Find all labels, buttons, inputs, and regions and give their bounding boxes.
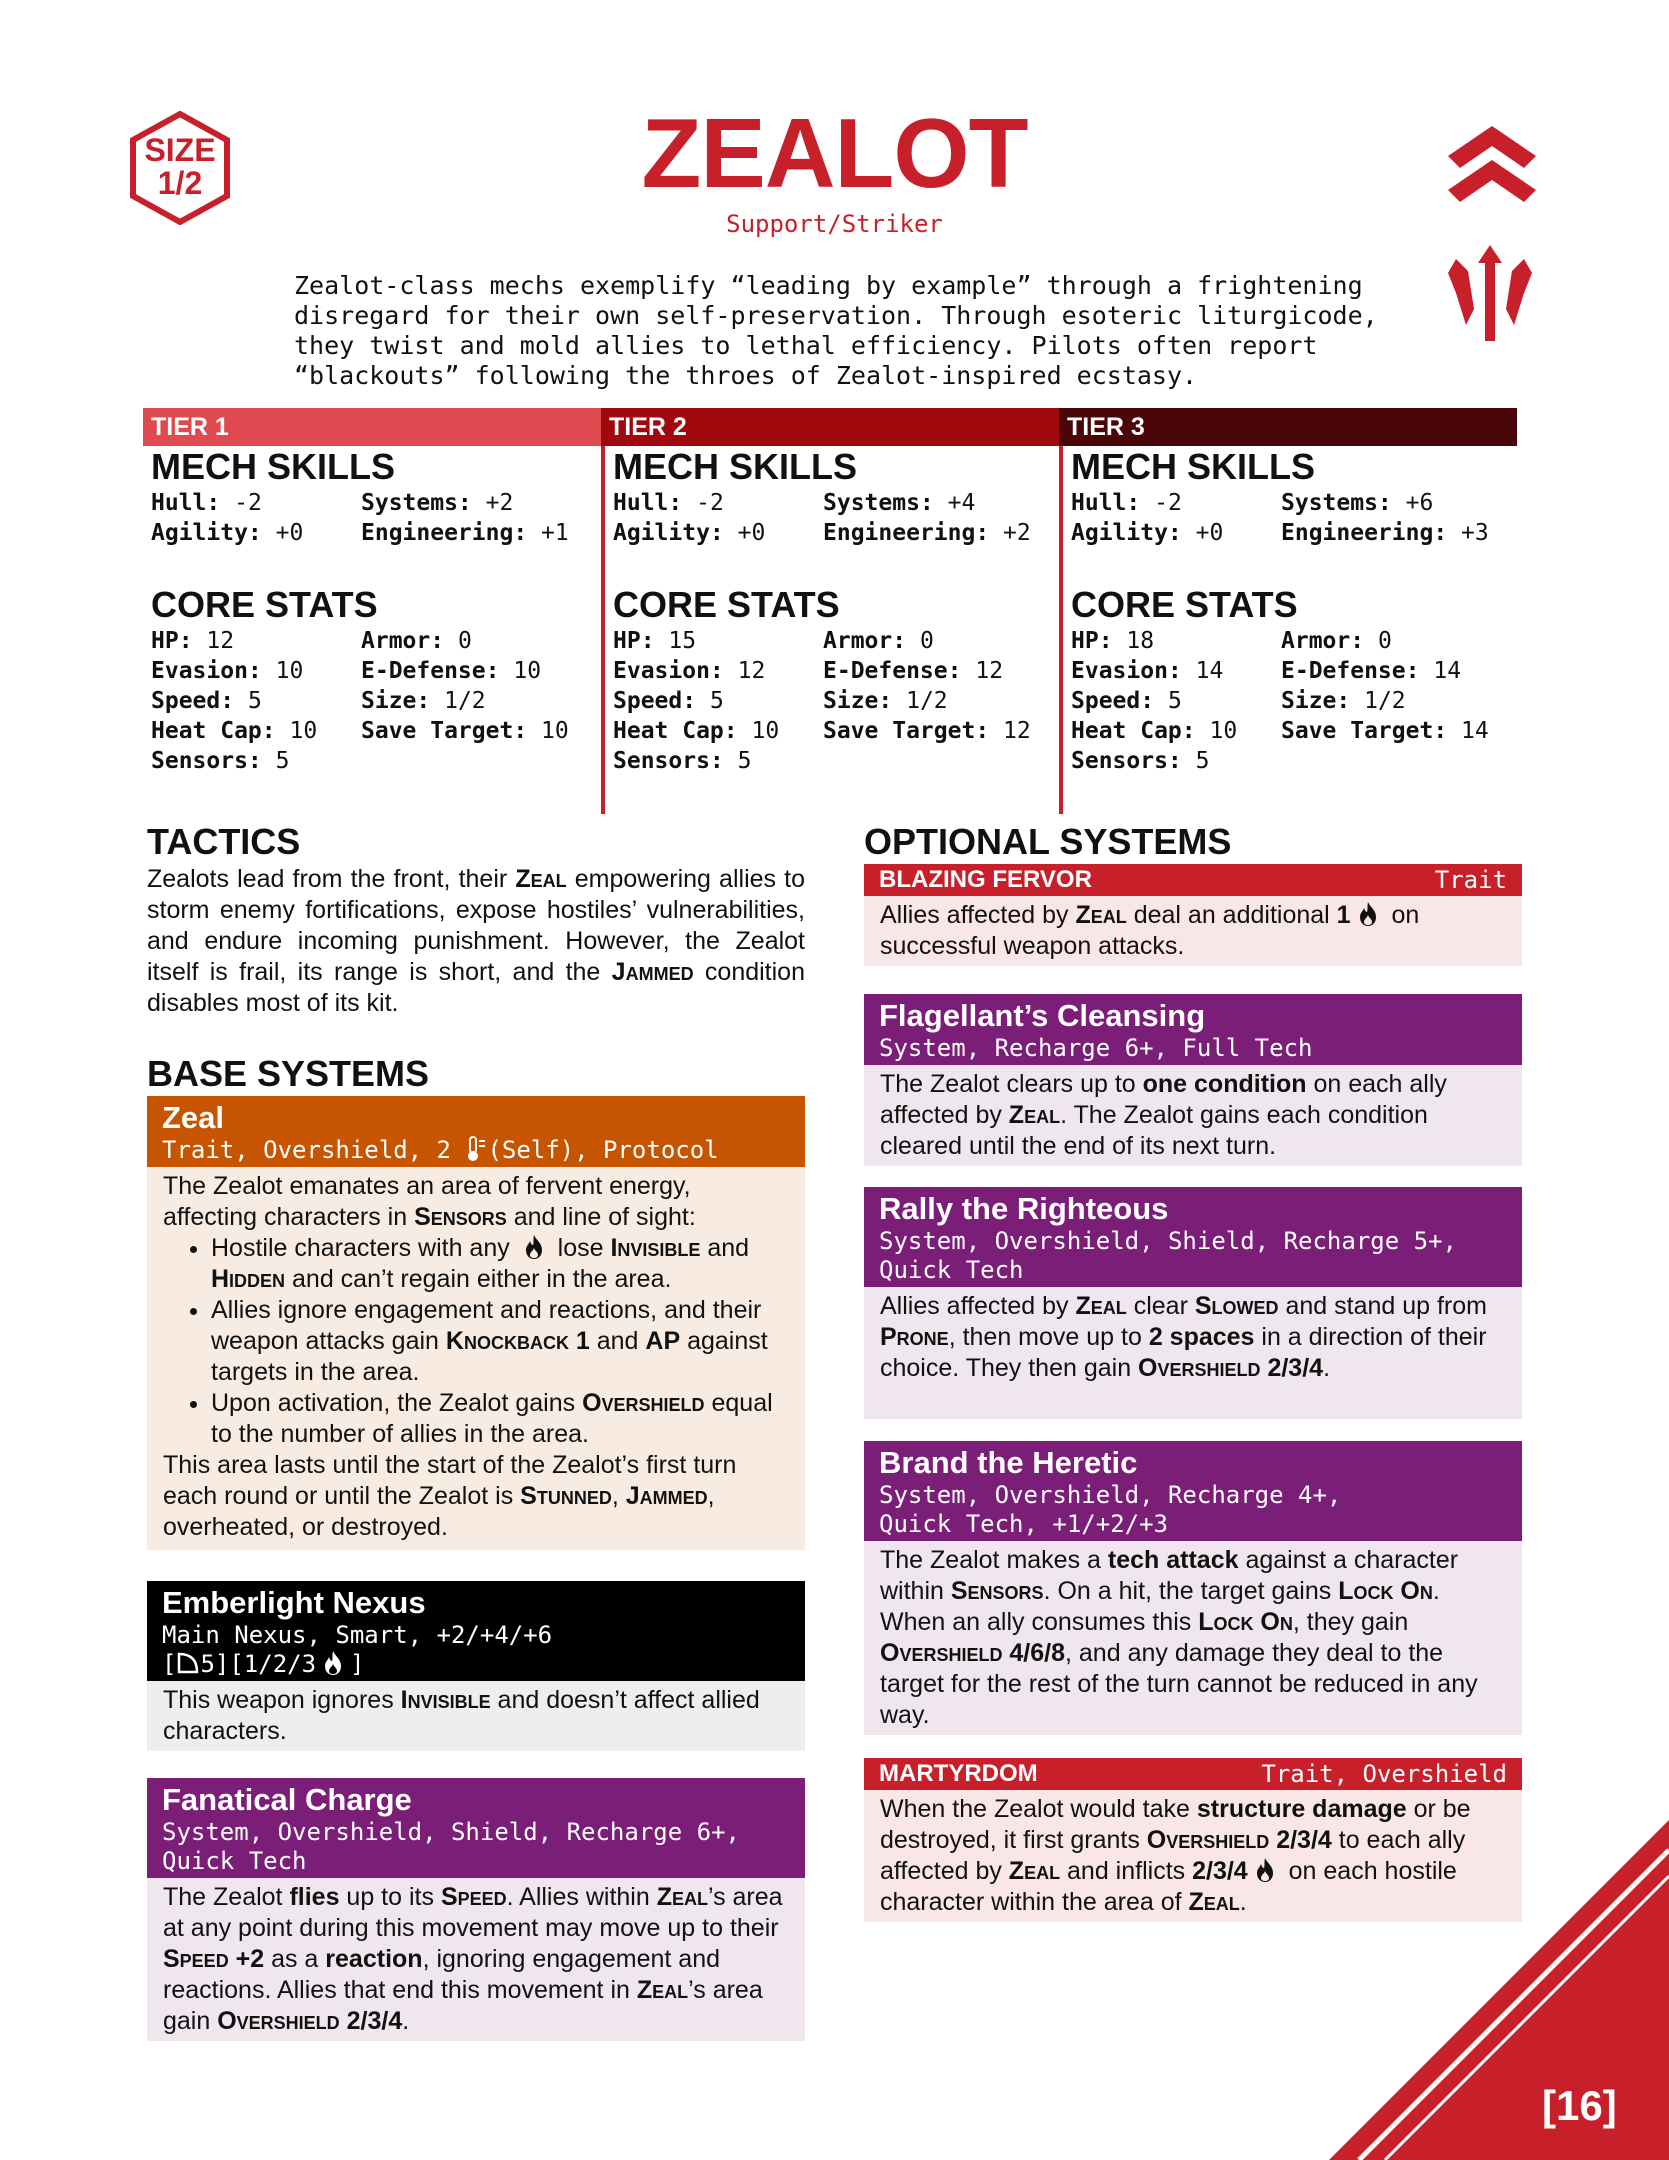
tactics-title: TACTICS: [147, 821, 301, 862]
mech-skills-heading: MECH SKILLS: [1071, 446, 1316, 487]
stat-hp: HP: 12: [151, 628, 235, 654]
tier-header: TIER 3: [1059, 408, 1517, 446]
stat-heatcap: Heat Cap: 10: [613, 718, 780, 744]
blazing-fervor-card: [864, 864, 1522, 966]
flagellant-card-body: The Zealot clears up to one condition on each ally affected by Zeal. The Zealot gains each condition cleared until the end of its next turn.: [864, 1065, 1522, 1166]
brand-card-body: The Zealot makes a tech attack against a character within Sensors. On a hit, the target gains Lock On. When an ally consumes this Lock On, they gain Overshield 4/6/8, and any damage they deal to the target for the rest of the turn cannot be reduced in any way.: [864, 1541, 1522, 1735]
page-number: [16]: [1542, 2082, 1617, 2129]
mech-skills-grid: [1071, 488, 1517, 548]
core-stats-heading: CORE STATS: [1071, 584, 1298, 625]
page-title: ZEALOT: [641, 98, 1028, 208]
emberlight-card-body: This weapon ignores Invisible and doesn’t affect allied characters.: [147, 1681, 805, 1751]
heat-thermometer-icon: [465, 1136, 487, 1162]
brand-name: Brand the Heretic: [879, 1445, 1138, 1480]
stat-speed: Speed: 5: [1071, 688, 1182, 714]
martyrdom-card-body: When the Zealot would take structure damage or be destroyed, it first grants Overshield 2/3/4 to each ally affected by Zeal and inflicts 2/3/4 on each hostile character within the area of Zeal.: [864, 1790, 1522, 1922]
fanatical-name: Fanatical Charge: [162, 1782, 412, 1817]
stat-save: Save Target: 12: [823, 718, 1031, 744]
flagellant-card-header: [864, 994, 1522, 1065]
zeal-tags: Trait, Overshield, 2 (Self), Protocol: [162, 1136, 719, 1164]
stat-hull: Hull: -2: [1071, 490, 1182, 516]
base-systems-title: BASE SYSTEMS: [147, 1053, 430, 1094]
stat-systems: Systems: +4: [823, 490, 976, 516]
brand-card: [864, 1441, 1522, 1735]
tactics-text: Zealots lead from the front, their Zeal empowering allies to storm enemy fortifications, expose hostiles’ vulnerabilities, and endure incoming punishment. However, the Zealot itself is frail, its range is short, and the Jammed condition disables most of its kit.: [147, 865, 805, 1017]
stat-evasion: Evasion: 12: [613, 658, 766, 684]
rally-name: Rally the Righteous: [879, 1191, 1169, 1226]
core-stats-grid: [613, 626, 1059, 776]
rally-card-header: [864, 1187, 1522, 1287]
flagellant-tags: System, Recharge 6+, Full Tech: [879, 1034, 1313, 1062]
optional-systems-title: OPTIONAL SYSTEMS: [864, 821, 1232, 862]
role-subtitle: Support/Striker: [726, 210, 943, 238]
list-item: • Allies ignore engagement and reactions, and their weapon attacks gain Knockback 1 and AP against targets in the area.: [211, 1295, 789, 1388]
double-chevron-icon: [1444, 126, 1540, 202]
stat-evasion: Evasion: 14: [1071, 658, 1224, 684]
range-icon: [176, 1651, 200, 1675]
stat-engineering: Engineering: +3: [1281, 520, 1489, 546]
burn-icon: [316, 1650, 350, 1678]
stat-speed: Speed: 5: [151, 688, 262, 714]
stat-edefense: E-Defense: 10: [361, 658, 542, 684]
stat-agility: Agility: +0: [151, 520, 304, 546]
fanatical-charge-card: [147, 1778, 805, 2041]
emberlight-card: [147, 1581, 805, 1751]
brand-card-header: [864, 1441, 1522, 1541]
stat-armor: Armor: 0: [361, 628, 472, 654]
stat-armor: Armor: 0: [1281, 628, 1392, 654]
zeal-card-body: The Zealot emanates an area of fervent energy, affecting characters in Sensors and line of sight: • Hostile characters with any lose Invisible and Hidden and can’t regain either in the area. • Allies ignore engagement and reactions, and their weapon attacks gain Knockback 1 and AP against targets in the area. • Upon activation, the Zealot gains Overshield equal to the number of allies in the area. This area lasts until the start of the Zealot’s first turn each round or until the Zealot is Stunned, Jammed, overheated, or destroyed.: [147, 1167, 805, 1550]
zeal-card-header: [147, 1096, 805, 1167]
core-stats-heading: CORE STATS: [151, 584, 378, 625]
flagellant-name: Flagellant’s Cleansing: [879, 998, 1206, 1033]
martyrdom-card-header: MARTYRDOM Trait, Overshield: [864, 1758, 1522, 1790]
tier-header: TIER 2: [601, 408, 1059, 446]
blazing-card-body: Allies affected by Zeal deal an additional 1 on successful weapon attacks.: [864, 896, 1522, 966]
size-label: SIZE: [144, 132, 216, 168]
stat-hp: HP: 18: [1071, 628, 1155, 654]
trident-icon: [1442, 245, 1538, 341]
zeal-name: Zeal: [162, 1100, 225, 1135]
rally-tags: System, Overshield, Shield, Recharge 5+, Quick Tech: [879, 1227, 1457, 1284]
stat-size: Size: 1/2: [1281, 688, 1406, 714]
stat-save: Save Target: 10: [361, 718, 569, 744]
mech-skills-grid: [613, 488, 1059, 548]
stat-agility: Agility: +0: [1071, 520, 1224, 546]
stat-evasion: Evasion: 10: [151, 658, 304, 684]
fanatical-tags: System, Overshield, Shield, Recharge 6+, Quick Tech: [162, 1818, 740, 1875]
stat-hull: Hull: -2: [151, 490, 262, 516]
burn-icon: [1351, 901, 1385, 929]
stat-save: Save Target: 14: [1281, 718, 1489, 744]
rally-card-body: Allies affected by Zeal clear Slowed and stand up from Prone, then move up to 2 spaces in a direction of their choice. They then gain Overshield 2/3/4.: [864, 1287, 1522, 1419]
rally-card: [864, 1187, 1522, 1419]
stat-engineering: Engineering: +2: [823, 520, 1031, 546]
mech-skills-heading: MECH SKILLS: [613, 446, 858, 487]
mech-skills-grid: [151, 488, 601, 548]
stat-sensors: Sensors: 5: [613, 748, 752, 774]
stat-systems: Systems: +6: [1281, 490, 1434, 516]
page-corner-decoration: [1329, 1820, 1669, 2160]
core-stats-grid: [151, 626, 601, 776]
fanatical-card-header: [147, 1778, 805, 1878]
stat-systems: Systems: +2: [361, 490, 514, 516]
tier-3-block: [1059, 408, 1517, 814]
core-stats-grid: [1071, 626, 1517, 776]
stat-edefense: E-Defense: 14: [1281, 658, 1462, 684]
flavor-text: Zealot-class mechs exemplify “leading by example” through a frightening disregard for their own self-preservation. Through esoteric liturgicode, they twist and mold allies to lethal efficiency. Pilots often report “blackouts” following the throes of Zealot-inspired ecstasy.: [294, 271, 1378, 390]
zeal-card: [147, 1096, 805, 1550]
stat-heatcap: Heat Cap: 10: [1071, 718, 1238, 744]
list-item: • Upon activation, the Zealot gains Overshield equal to the number of allies in the area.: [211, 1388, 789, 1450]
stat-armor: Armor: 0: [823, 628, 934, 654]
size-value: 1/2: [157, 165, 203, 201]
stat-sensors: Sensors: 5: [151, 748, 290, 774]
emberlight-name: Emberlight Nexus: [162, 1585, 426, 1620]
tier-header: TIER 1: [143, 408, 601, 446]
stat-heatcap: Heat Cap: 10: [151, 718, 318, 744]
brand-tags: System, Overshield, Recharge 4+, Quick Tech, +1/+2/+3: [879, 1481, 1342, 1538]
stat-agility: Agility: +0: [613, 520, 766, 546]
stat-hull: Hull: -2: [613, 490, 724, 516]
mech-skills-heading: MECH SKILLS: [151, 446, 396, 487]
emberlight-card-header: [147, 1581, 805, 1681]
stat-speed: Speed: 5: [613, 688, 724, 714]
stat-size: Size: 1/2: [361, 688, 486, 714]
core-stats-heading: CORE STATS: [613, 584, 840, 625]
stat-hp: HP: 15: [613, 628, 697, 654]
list-item: • Hostile characters with any lose Invisible and Hidden and can’t regain either in the area.: [211, 1233, 789, 1295]
burn-icon: [1248, 1857, 1282, 1885]
stat-engineering: Engineering: +1: [361, 520, 569, 546]
burn-icon: [517, 1234, 551, 1262]
tier-2-block: [601, 408, 1059, 814]
fanatical-card-body: The Zealot flies up to its Speed. Allies within Zeal’s area at any point during this movement may move up to their Speed +2 as a reaction, ignoring engagement and reactions. Allies that end this movement in Zeal’s area gain Overshield 2/3/4.: [147, 1878, 805, 2041]
tier-1-block: [143, 408, 601, 814]
stat-sensors: Sensors: 5: [1071, 748, 1210, 774]
emberlight-range: [ 5][1/2/3 ]: [162, 1650, 365, 1678]
stat-size: Size: 1/2: [823, 688, 948, 714]
flagellant-card: [864, 994, 1522, 1166]
blazing-card-header: BLAZING FERVOR Trait: [864, 864, 1522, 896]
stat-edefense: E-Defense: 12: [823, 658, 1004, 684]
emberlight-tags: Main Nexus, Smart, +2/+4/+6: [162, 1621, 553, 1649]
